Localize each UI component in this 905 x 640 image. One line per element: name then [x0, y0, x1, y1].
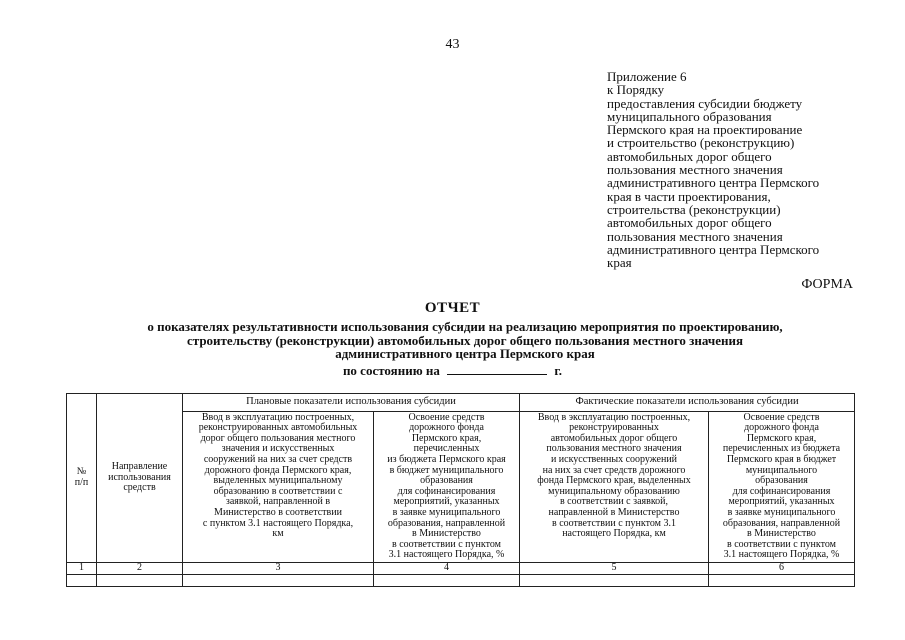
page-number: 43: [445, 37, 460, 52]
empty-cell[interactable]: [97, 574, 183, 586]
header-text-line: муниципальному образованию: [548, 485, 680, 497]
annex-line: автомобильных дорог общего: [607, 215, 772, 231]
header-text-line: автомобильных дорог общего: [550, 432, 678, 444]
header-text-line: пользования местного значения: [546, 443, 682, 455]
header-text-line: настоящего Порядка, км: [562, 528, 666, 540]
column-number-1: 1: [67, 562, 97, 574]
header-text-line: перечисленных из бюджета: [722, 443, 841, 455]
column-number-4: 4: [374, 562, 520, 574]
column-number-2: 2: [97, 562, 183, 574]
header-text-line: на них за счет средств дорожного: [542, 464, 686, 476]
header-text-line: реконструированных автомобильных: [198, 422, 358, 434]
header-text-line: мероприятий, указанных: [728, 496, 835, 508]
header-text-line: в заявке муниципального: [727, 506, 836, 518]
column-number-row: [67, 562, 855, 574]
column-number-6: 6: [709, 562, 855, 574]
as-of-suffix: г.: [554, 363, 563, 378]
header-direction-cell: [97, 394, 183, 563]
header-text-line: в Министерство: [412, 528, 481, 540]
annex-line: предоставления субсидии бюджету: [607, 95, 803, 111]
header-text-line: п/п: [74, 476, 89, 488]
header-text-line: образования: [420, 475, 473, 487]
header-text-line: в соответствии с заявкой,: [559, 496, 669, 508]
header-text-line: для софинансирования: [732, 485, 831, 497]
header-text-line: средств: [123, 482, 156, 494]
header-actual-group: Фактические показатели использования субсидии: [520, 394, 855, 412]
annex-line: и строительство (реконструкцию): [607, 135, 795, 151]
subtitle-line: административного центра Пермского края: [335, 346, 595, 361]
header-text-line: Министерство в соответствии: [214, 506, 342, 518]
annex-line: пользования местного значения: [607, 162, 783, 178]
header-text-line: мероприятий, указанных: [393, 496, 500, 508]
header-text-line: в соответствии с пунктом 3.1: [552, 517, 676, 529]
header-text-line: в соответствии с пунктом: [727, 538, 836, 550]
header-text-line: в Министерство: [747, 528, 816, 540]
header-text-line: дорожного фонда: [409, 422, 484, 434]
annex-line: административного центра Пермского: [607, 175, 820, 191]
table-header-detail-row: [67, 411, 855, 562]
subtitle-line: о показателях результативности использования субсидии на реализацию мероприятия по проектированию,: [147, 319, 783, 334]
header-text-line: Направление: [111, 461, 168, 473]
header-text-line: 3.1 настоящего Порядка, %: [388, 549, 505, 561]
header-text-line: из бюджета Пермского края: [387, 453, 506, 465]
header-text-line: Пермского края,: [411, 432, 482, 444]
annex-line: края: [607, 255, 632, 271]
header-text-line: №: [76, 466, 87, 478]
header-text-line: в заявке муниципального: [392, 506, 501, 518]
header-text-line: км: [272, 528, 284, 540]
empty-cell[interactable]: [67, 574, 97, 586]
header-text-line: образования, направленной: [387, 517, 506, 529]
header-number-cell: [67, 394, 97, 563]
header-actual-funds-usage: [709, 411, 855, 562]
header-text-line: Освоение средств: [743, 411, 820, 423]
header-text-line: 3.1 настоящего Порядка, %: [723, 549, 840, 561]
empty-cell[interactable]: [520, 574, 709, 586]
header-planned-commissioning: [183, 411, 374, 562]
document-title: ОТЧЕТ: [424, 300, 481, 316]
empty-cell[interactable]: [374, 574, 520, 586]
header-text-line: использования: [108, 471, 171, 483]
table-header-group-row: [67, 394, 855, 412]
header-text-line: Пермского края,: [746, 432, 817, 444]
header-text-line: перечисленных: [413, 443, 480, 455]
annex-line: пользования местного значения: [607, 228, 783, 244]
header-text-line: образования: [755, 475, 808, 487]
annex-line: муниципального образования: [607, 108, 772, 124]
header-text-line: Ввод в эксплуатацию построенных,: [537, 411, 691, 423]
empty-cell[interactable]: [183, 574, 374, 586]
subtitle-line: строительству (реконструкции) автомобильных дорог общего пользования местного значения: [187, 332, 743, 348]
header-text-line: Освоение средств: [408, 411, 485, 423]
header-text-line: образованию в соответствии с: [213, 485, 343, 497]
header-text-line: в бюджет муниципального: [389, 464, 504, 476]
header-text-line: и искусственных сооружений: [550, 453, 678, 465]
as-of-date-line: [0, 362, 905, 379]
annex-line: Приложение 6: [607, 69, 687, 84]
header-text-line: значения и искусственных: [221, 443, 335, 455]
header-text-line: дорожного фонда: [744, 422, 819, 434]
as-of-prefix: по состоянию на: [342, 363, 440, 378]
header-text-line: с пунктом 3.1 настоящего Порядка,: [202, 517, 354, 529]
header-text-line: реконструированных: [569, 422, 659, 434]
column-number-3: 3: [183, 562, 374, 574]
report-table: [66, 393, 855, 587]
annex-line: к Порядку: [607, 82, 665, 98]
empty-cell[interactable]: [709, 574, 855, 586]
header-text-line: фонда Пермского края, выделенных: [537, 475, 691, 487]
column-number-5: 5: [520, 562, 709, 574]
header-text-line: Пермского края в бюджет: [726, 453, 837, 465]
annex-line: строительства (реконструкции): [607, 201, 781, 217]
header-text-line: выделенных муниципальному: [213, 475, 343, 487]
header-planned-funds-usage: [374, 411, 520, 562]
header-text-line: образования, направленной: [722, 517, 841, 529]
header-actual-commissioning: [520, 411, 709, 562]
header-text-line: в соответствии с пунктом: [392, 538, 501, 550]
document-subtitle: [80, 320, 850, 361]
header-text-line: сооружений на них за счет средств: [203, 453, 353, 465]
annex-reference: [607, 70, 897, 269]
date-blank-field[interactable]: [447, 362, 547, 375]
annex-line: края в части проектирования,: [607, 188, 771, 204]
header-text-line: заявкой, направленной в: [225, 496, 331, 508]
annex-line: административного центра Пермского: [607, 241, 820, 257]
header-text-line: дорожного фонда Пермского края,: [204, 464, 352, 476]
annex-line: Пермского края на проектирование: [607, 122, 803, 138]
header-planned-group: Плановые показатели использования субсидии: [183, 394, 520, 412]
form-label: ФОРМА: [801, 277, 853, 292]
header-text-line: для софинансирования: [397, 485, 496, 497]
annex-line: автомобильных дорог общего: [607, 148, 772, 164]
header-text-line: Ввод в эксплуатацию построенных,: [201, 411, 355, 423]
header-text-line: муниципального: [745, 464, 818, 476]
table-row: [67, 574, 855, 586]
header-text-line: дорог общего пользования местного: [200, 432, 356, 444]
header-text-line: направленной в Министерство: [548, 506, 680, 518]
